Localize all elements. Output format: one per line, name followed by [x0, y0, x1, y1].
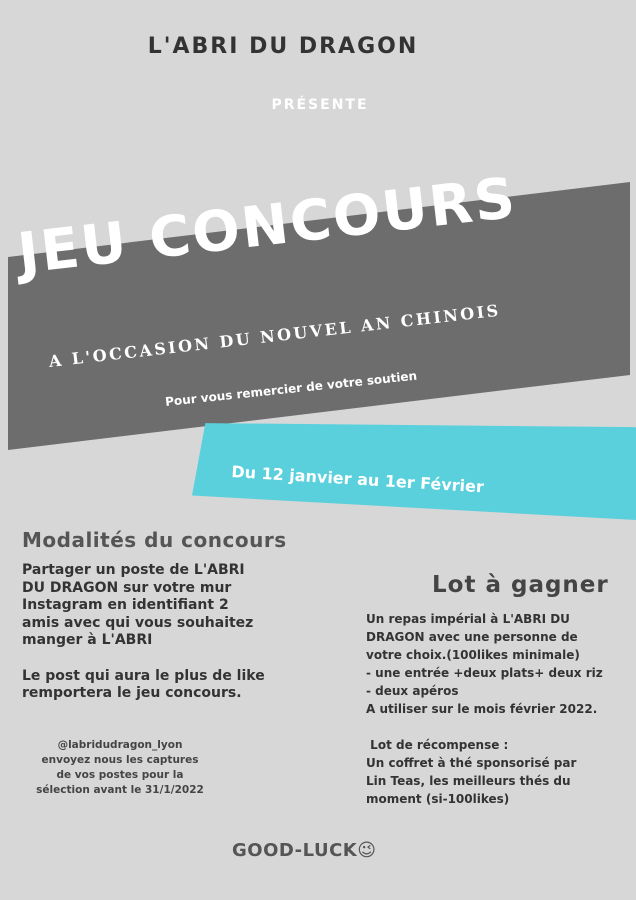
- prize-title: Lot à gagner: [432, 572, 609, 598]
- instagram-handle: @labridudragon_lyon: [57, 739, 183, 751]
- prize-line: - deux apéros: [366, 684, 459, 698]
- reward-line: moment (si-100likes): [366, 792, 510, 806]
- prize-line: A utiliser sur le mois février 2022.: [366, 702, 598, 716]
- instagram-line: de vos postes pour la: [56, 769, 184, 781]
- contest-dates: Du 12 janvier au 1er Février: [230, 462, 485, 497]
- rules-line: Le post qui aura le plus de like: [22, 667, 265, 684]
- rules-line: Partager un poste de L'ABRI: [22, 562, 245, 578]
- thanks-text: Pour vous remercier de votre soutien: [164, 368, 418, 409]
- rules-line: DU DRAGON sur votre mur: [22, 579, 232, 596]
- rules-body: [22, 562, 322, 721]
- rules-line: manger à L'ABRI: [22, 632, 153, 648]
- rules-line: remportera le jeu concours.: [22, 685, 242, 701]
- prize-line: Un repas impérial à L'ABRI DU: [366, 612, 570, 626]
- good-luck-text: GOOD-LUCK😉: [232, 840, 377, 861]
- occasion-text: A L'OCCASION DU NOUVEL AN CHINOIS: [47, 300, 502, 371]
- rules-title: Modalités du concours: [22, 528, 287, 552]
- prize-body: [366, 610, 636, 808]
- presents-label: PRÉSENTE: [271, 97, 369, 113]
- rules-line: amis avec qui vous souhaitez: [22, 614, 254, 631]
- prize-line: - une entrée +deux plats+ deux riz: [366, 666, 603, 680]
- brand-name: L'ABRI DU DRAGON: [147, 34, 419, 59]
- reward-line: Lin Teas, les meilleurs thés du: [366, 774, 571, 788]
- instagram-line: sélection avant le 31/1/2022: [36, 784, 204, 796]
- contest-title: JEU CONCOURS: [14, 165, 521, 287]
- instagram-line: envoyez nous les captures: [41, 754, 199, 766]
- rules-line: Instagram en identifiant 2: [22, 597, 229, 613]
- reward-line: Lot de récompense :: [366, 738, 509, 752]
- instagram-note: [20, 738, 220, 798]
- prize-line: votre choix.(100likes minimale): [366, 648, 580, 662]
- reward-line: Un coffret à thé sponsorisé par: [366, 756, 577, 770]
- prize-line: DRAGON avec une personne de: [366, 630, 578, 644]
